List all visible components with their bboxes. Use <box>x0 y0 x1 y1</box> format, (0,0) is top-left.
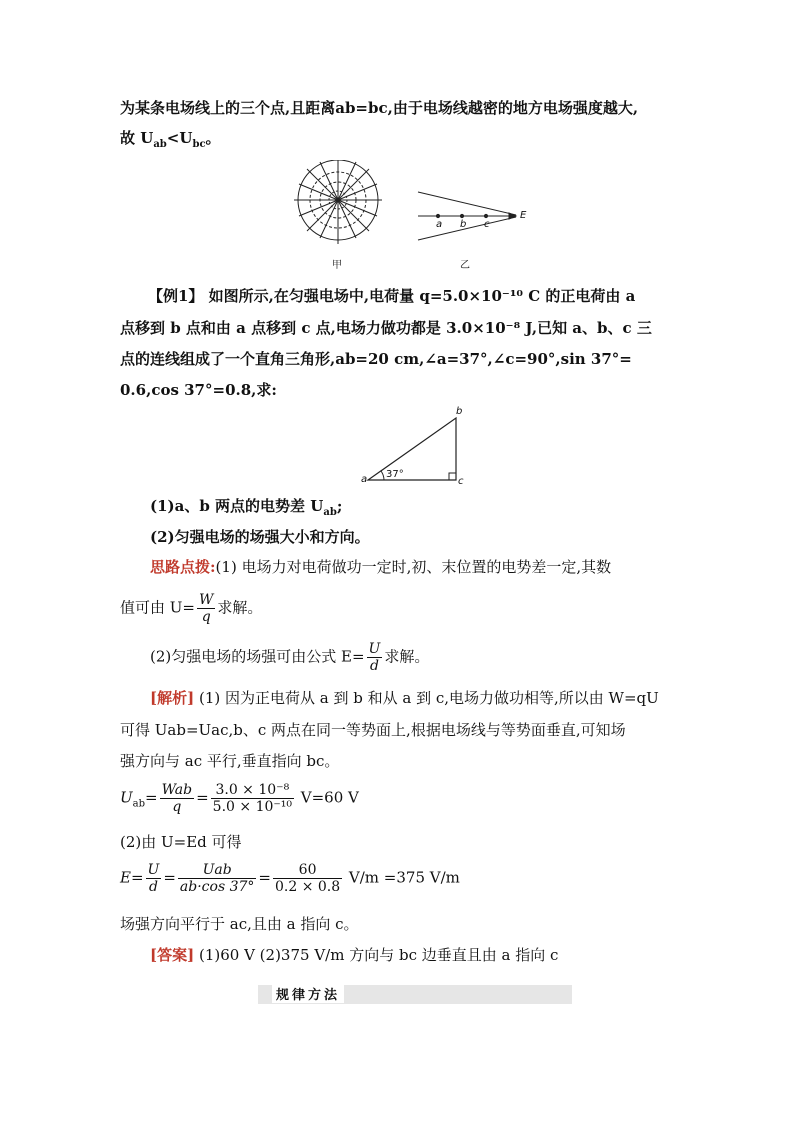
eq1-left: U <box>120 788 133 807</box>
example-line-1 <box>148 286 635 306</box>
hint-line-3 <box>150 641 429 674</box>
figure-label-jia: 甲 <box>332 260 342 271</box>
field-lines-figure <box>290 160 540 270</box>
sub-ab: ab <box>153 139 167 150</box>
analysis-line-1 <box>150 688 659 708</box>
right-triangle-figure <box>360 408 470 488</box>
hint-frac2-num: U <box>368 641 381 657</box>
hint-tag: 思路点拨: <box>150 558 216 576</box>
right-angle-mark <box>449 473 456 480</box>
triangle-abc <box>368 418 456 480</box>
hint-text-2-end: 求解。 <box>217 598 263 617</box>
intro-line-1: 为某条电场线上的三个点,且距离ab=bc,由于电场线越密的地方电场强度越大, <box>120 99 639 117</box>
eq1-f1-num: Wab <box>161 782 193 798</box>
triangle-c-label: c <box>458 476 464 487</box>
analysis-line-2: 可得 Uab=Uac,b、c 两点在同一等势面上,根据电场线与等势面垂直,可知场 <box>120 721 626 739</box>
eq2-right: V/m =375 V/m <box>344 868 460 887</box>
eq2-f3-num: 60 <box>273 862 342 879</box>
eq1-f2-num: 3.0 × 10⁻⁸ <box>211 782 294 799</box>
hint-line-1 <box>150 557 611 577</box>
eq2-f3-den: 0.2 × 0.8 <box>274 879 341 895</box>
hint-line-2 <box>120 592 262 625</box>
analysis-line-4: (2)由 U=Ed 可得 <box>120 833 242 851</box>
field-e-label: E <box>520 210 527 221</box>
analysis-line-3: 强方向与 ac 平行,垂直指向 bc。 <box>120 752 340 770</box>
eq2-f1-den: d <box>148 879 158 895</box>
hint-text-1: (1) 电场力对电荷做功一定时,初、末位置的电势差一定,其数 <box>215 558 612 576</box>
hint-text-3-end: 求解。 <box>384 647 430 666</box>
question-1-text: (1)a、b 两点的电势差 U <box>150 497 324 515</box>
radial-field-diagram <box>294 160 382 244</box>
triangle-b-label: b <box>456 406 463 417</box>
equation-2: E= $\frac{U}{d}$ = $\frac{\text{Uab}}{ab\cdot\cos 37^\circ}$ = $\frac{60}{0.2 \times 0.8}$ V/m =375 V/m <box>120 862 460 895</box>
eq1-f1-den: q <box>172 799 182 815</box>
point-c-label: c <box>484 219 490 230</box>
analysis-text-1: (1) 因为正电荷从 a 到 b 和从 a 到 c,电场力做功相等,所以由 W=qU <box>194 689 659 707</box>
intro-end: 。 <box>205 129 221 147</box>
angle-label: 37° <box>386 469 404 480</box>
equation-1: $U_{ab}=$ $\frac{\text{Wab}}{q}$ = $\frac{\text{3.0 × 10⁻⁸}}{\text{5.0 × 10⁻¹⁰}}$ V=60 V <box>120 782 359 815</box>
eq1-right: V=60 V <box>296 788 359 807</box>
sub-bc: bc <box>192 139 206 150</box>
eq1-left-sub: ab <box>132 798 146 810</box>
question-2: (2)匀强电场的场强大小和方向。 <box>150 528 370 546</box>
hint-frac-den: q <box>201 609 211 625</box>
example-tag: 【例1】 <box>148 287 204 305</box>
hint-frac2-den: d <box>369 658 379 674</box>
example-text-1: 如图所示,在匀强电场中,电荷量 q=5.0×10⁻¹⁰ C 的正电荷由 a <box>203 287 636 305</box>
question-1-sub: ab <box>323 507 337 518</box>
intro-u: 故 U <box>120 129 154 147</box>
answer-tag: [答案] <box>150 946 195 964</box>
question-1 <box>150 496 342 516</box>
eq2-f2-num: Uab <box>178 862 256 879</box>
hint-text-3: (2)匀强电场的场强可由公式 E= <box>150 647 365 666</box>
eq2-left: E= <box>120 868 144 887</box>
example-line-2: 点移到 b 点和由 a 点移到 c 点,电场力做功都是 3.0×10⁻⁸ J,已知 a、b、c 三 <box>120 319 652 337</box>
intro-lt: <U <box>166 129 193 147</box>
eq2-f1-num: U <box>147 862 160 878</box>
hint-frac-num: W <box>198 592 214 608</box>
analysis-tag: [解析] <box>150 689 195 707</box>
intro-line-2 <box>120 128 221 148</box>
hint-text-2: 值可由 U= <box>120 598 195 617</box>
triangle-a-label: a <box>361 474 368 485</box>
section-title: 规律方法 <box>272 984 344 1003</box>
example-line-4: 0.6,cos 37°=0.8,求: <box>120 381 277 399</box>
eq1-f2-den: 5.0 × 10⁻¹⁰ <box>212 799 292 815</box>
answer-text: (1)60 V (2)375 V/m 方向与 bc 边垂直且由 a 指向 c <box>194 946 559 964</box>
point-b-label: b <box>460 219 467 230</box>
converging-field-diagram <box>418 192 516 240</box>
answer-line <box>150 945 558 965</box>
eq2-f2-den: ab·cos 37° <box>179 879 255 895</box>
example-line-3: 点的连线组成了一个直角三角形,ab=20 cm,∠a=37°,∠c=90°,sin 37°= <box>120 350 632 368</box>
point-a-label: a <box>436 219 443 230</box>
angle-arc <box>381 471 384 480</box>
analysis-line-5: 场强方向平行于 ac,且由 a 指向 c。 <box>120 915 359 933</box>
figure-label-yi: 乙 <box>460 260 470 271</box>
question-1-end: ; <box>336 497 343 515</box>
